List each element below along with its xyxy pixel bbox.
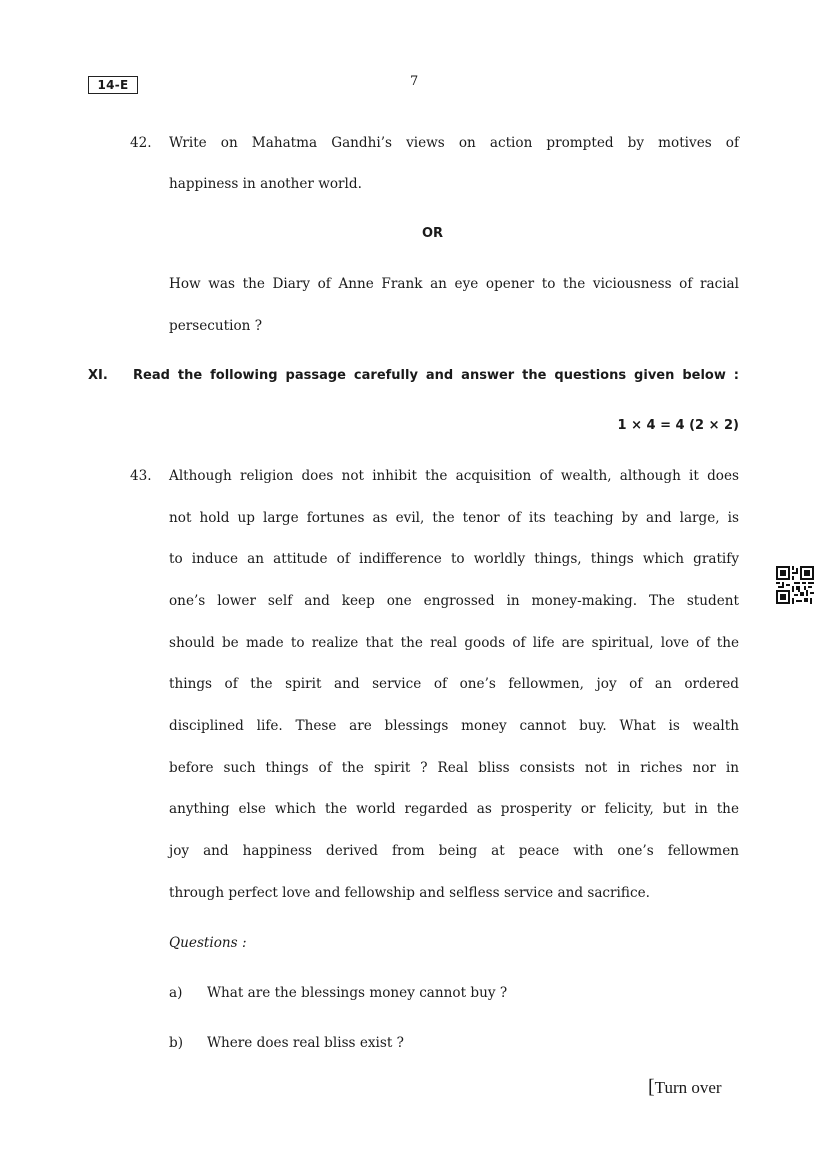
qr-code-icon xyxy=(776,566,814,604)
sub-question-text: What are the blessings money cannot buy ? xyxy=(207,985,508,1001)
marks-scheme: 1 × 4 = 4 (2 × 2) xyxy=(617,418,739,433)
passage-line: before such things of the spirit ? Real bliss consists not in riches nor in xyxy=(169,760,739,776)
paper-code: 14-E xyxy=(88,76,138,94)
question-42-line-1: Write on Mahatma Gandhi’s views on action prompted by motives of xyxy=(169,135,739,151)
section-number: XI. xyxy=(88,368,108,383)
question-number-42: 42. xyxy=(130,135,152,151)
questions-label: Questions : xyxy=(169,935,247,951)
question-number-43: 43. xyxy=(130,468,152,484)
section-instruction: Read the following passage carefully and answer the questions given below : xyxy=(133,368,739,383)
passage-line: not hold up large fortunes as evil, the tenor of its teaching by and large, is xyxy=(169,510,739,526)
question-42-line-2: happiness in another world. xyxy=(169,176,362,192)
passage-line: disciplined life. These are blessings money cannot buy. What is wealth xyxy=(169,718,739,734)
passage-line: things of the spirit and service of one’s fellowmen, joy of an ordered xyxy=(169,676,739,692)
passage-line: through perfect love and fellowship and selfless service and sacrifice. xyxy=(169,885,650,901)
passage-line: should be made to realize that the real goods of life are spiritual, love of the xyxy=(169,635,739,651)
sub-question-label: b) xyxy=(169,1035,184,1051)
passage-line: joy and happiness derived from being at peace with one’s fellowmen xyxy=(169,843,739,859)
page-number: 7 xyxy=(410,74,419,89)
passage-line: one’s lower self and keep one engrossed in money-making. The student xyxy=(169,593,739,609)
turn-over-footer xyxy=(648,1076,722,1099)
sub-question-text: Where does real bliss exist ? xyxy=(207,1035,404,1051)
question-42-alt-line-2: persecution ? xyxy=(169,318,262,334)
or-separator: OR xyxy=(422,226,444,241)
question-42-alt-line-1: How was the Diary of Anne Frank an eye opener to the viciousness of racial xyxy=(169,276,739,292)
sub-question-label: a) xyxy=(169,985,183,1001)
passage-line: Although religion does not inhibit the acquisition of wealth, although it does xyxy=(169,468,739,484)
passage-line: anything else which the world regarded as prosperity or felicity, but in the xyxy=(169,801,739,817)
footer-bracket: [ xyxy=(648,1076,655,1098)
passage-line: to induce an attitude of indifference to worldly things, things which gratify xyxy=(169,551,739,567)
turn-over-text: Turn over xyxy=(654,1078,722,1097)
